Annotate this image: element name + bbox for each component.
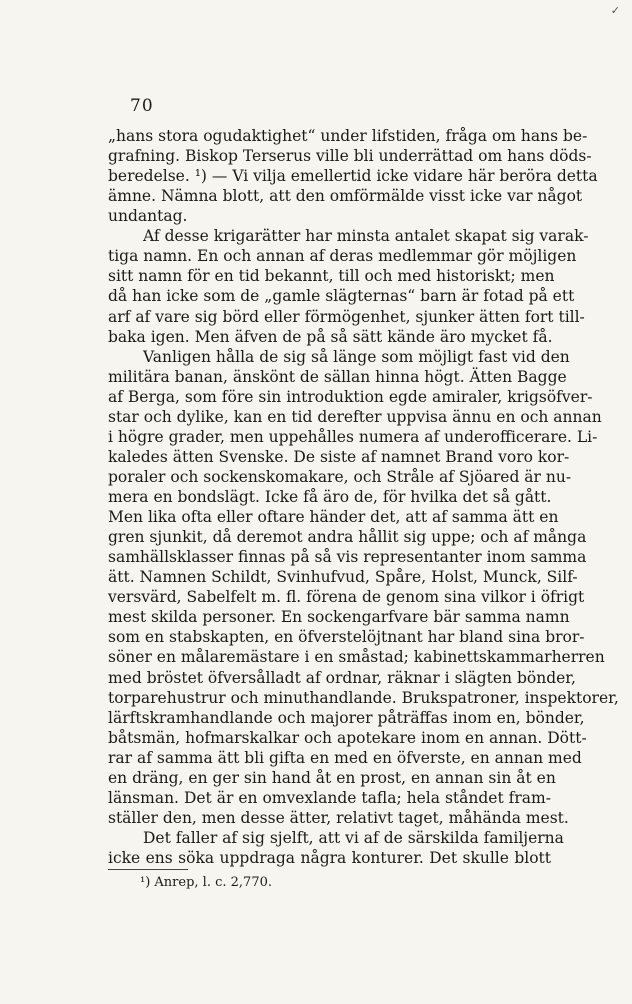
text-line: undantag.	[108, 207, 188, 226]
text-line: militära banan, änskönt de sällan hinna högt. Ätten Bagge	[108, 367, 567, 386]
text-line: arf af vare sig börd eller förmögenhet, sjunker ätten fort till-	[108, 307, 585, 326]
text-line: grafning. Biskop Terserus ville bli underrättad om hans döds-	[108, 147, 592, 166]
text-line: versvärd, Sabelfelt m. fl. förena de genom sina vilkor i öfrigt	[108, 588, 585, 607]
text-line: mera en bondslägt. Icke få äro de, för hvilka det så gått.	[108, 488, 552, 506]
footnote: ¹) Anrep, l. c. 2,770.	[140, 875, 272, 890]
text-line: Vanligen hålla de sig så länge som möjligt fast vid den	[143, 347, 570, 366]
text-line: sitt namn för en tid bekannt, till och med historiskt; men	[108, 267, 555, 286]
text-line: baka igen. Men äfven de på så sätt kände äro mycket få.	[108, 327, 553, 346]
text-line: båtsmän, hofmarskalkar och apotekare inom en annan. Dött-	[108, 728, 587, 747]
text-line: rar af samma ätt bli gifta en med en öfverste, en annan med	[108, 748, 582, 767]
text-line: i högre grader, men uppehålles numera af underofficerare. Li-	[108, 427, 598, 446]
text-line: samhällsklasser finnas på så vis representanter inom samma	[108, 548, 587, 567]
text-line: lärftskramhandlande och majorer påträffas inom en, bönder,	[108, 708, 585, 727]
text-line: då han icke som de „gamle slägternas“ barn är fotad på ett	[108, 287, 575, 306]
text-line: en dräng, en ger sin hand åt en prost, en annan sin åt en	[108, 768, 556, 787]
text-line: söner en målaremästare i en småstad; kabinettskammarherren	[108, 648, 605, 667]
text-line: Men lika ofta eller oftare händer det, att af samma ätt en	[108, 508, 559, 527]
footnote-rule	[108, 869, 188, 870]
text-line: ställer den, men desse ätter, relativt taget, måhända mest.	[108, 808, 569, 827]
text-line: som en stabskapten, en öfverstelöjtnant har bland sina bror-	[108, 628, 585, 647]
text-line: länsman. Det är en omvexlande tafla; hela ståndet fram-	[108, 788, 551, 807]
text-line: mest skilda personer. En sockengarfvare bär samma namn	[108, 608, 570, 627]
text-line: poraler och sockenskomakare, och Stråle af Sjöared är nu-	[108, 467, 572, 486]
margin-tick-mark: ✓	[610, 4, 620, 17]
text-line: tiga namn. En och annan af deras medlemmar gör möjligen	[108, 247, 577, 266]
text-line: beredelse. ¹) — Vi vilja emellertid icke vidare här beröra detta	[108, 167, 598, 186]
text-line: gren sjunkit, då deremot andra hållit sig uppe; och af många	[108, 528, 587, 547]
text-line: med bröstet öfversålladt af ordnar, räknar i slägten bönder,	[108, 668, 576, 687]
text-line: ätt. Namnen Schildt, Svinhufvud, Spåre, Holst, Munck, Silf-	[108, 568, 578, 587]
page-number: 70	[130, 96, 154, 116]
text-line: „hans stora ogudaktighet“ under lifstiden, fråga om hans be-	[108, 127, 588, 145]
text-line: icke ens söka uppdraga några konturer. Det skulle blott	[108, 849, 551, 867]
text-line: kaledes ätten Svenske. De siste af namnet Brand voro kor-	[108, 447, 570, 466]
text-line: Af desse krigarätter har minsta antalet skapat sig varak-	[143, 227, 589, 246]
text-line: af Berga, som före sin introduktion egde amiraler, krigsöfver-	[108, 387, 593, 406]
text-line: torparehustrur och minuthandlande. Brukspatroner, inspektorer,	[108, 688, 619, 707]
text-line: ämne. Nämna blott, att den omförmälde visst icke var något	[108, 187, 583, 206]
text-line: star och dylike, kan en tid derefter uppvisa ännu en och annan	[108, 407, 602, 426]
text-line: Det faller af sig sjelft, att vi af de särskilda familjerna	[143, 828, 564, 847]
